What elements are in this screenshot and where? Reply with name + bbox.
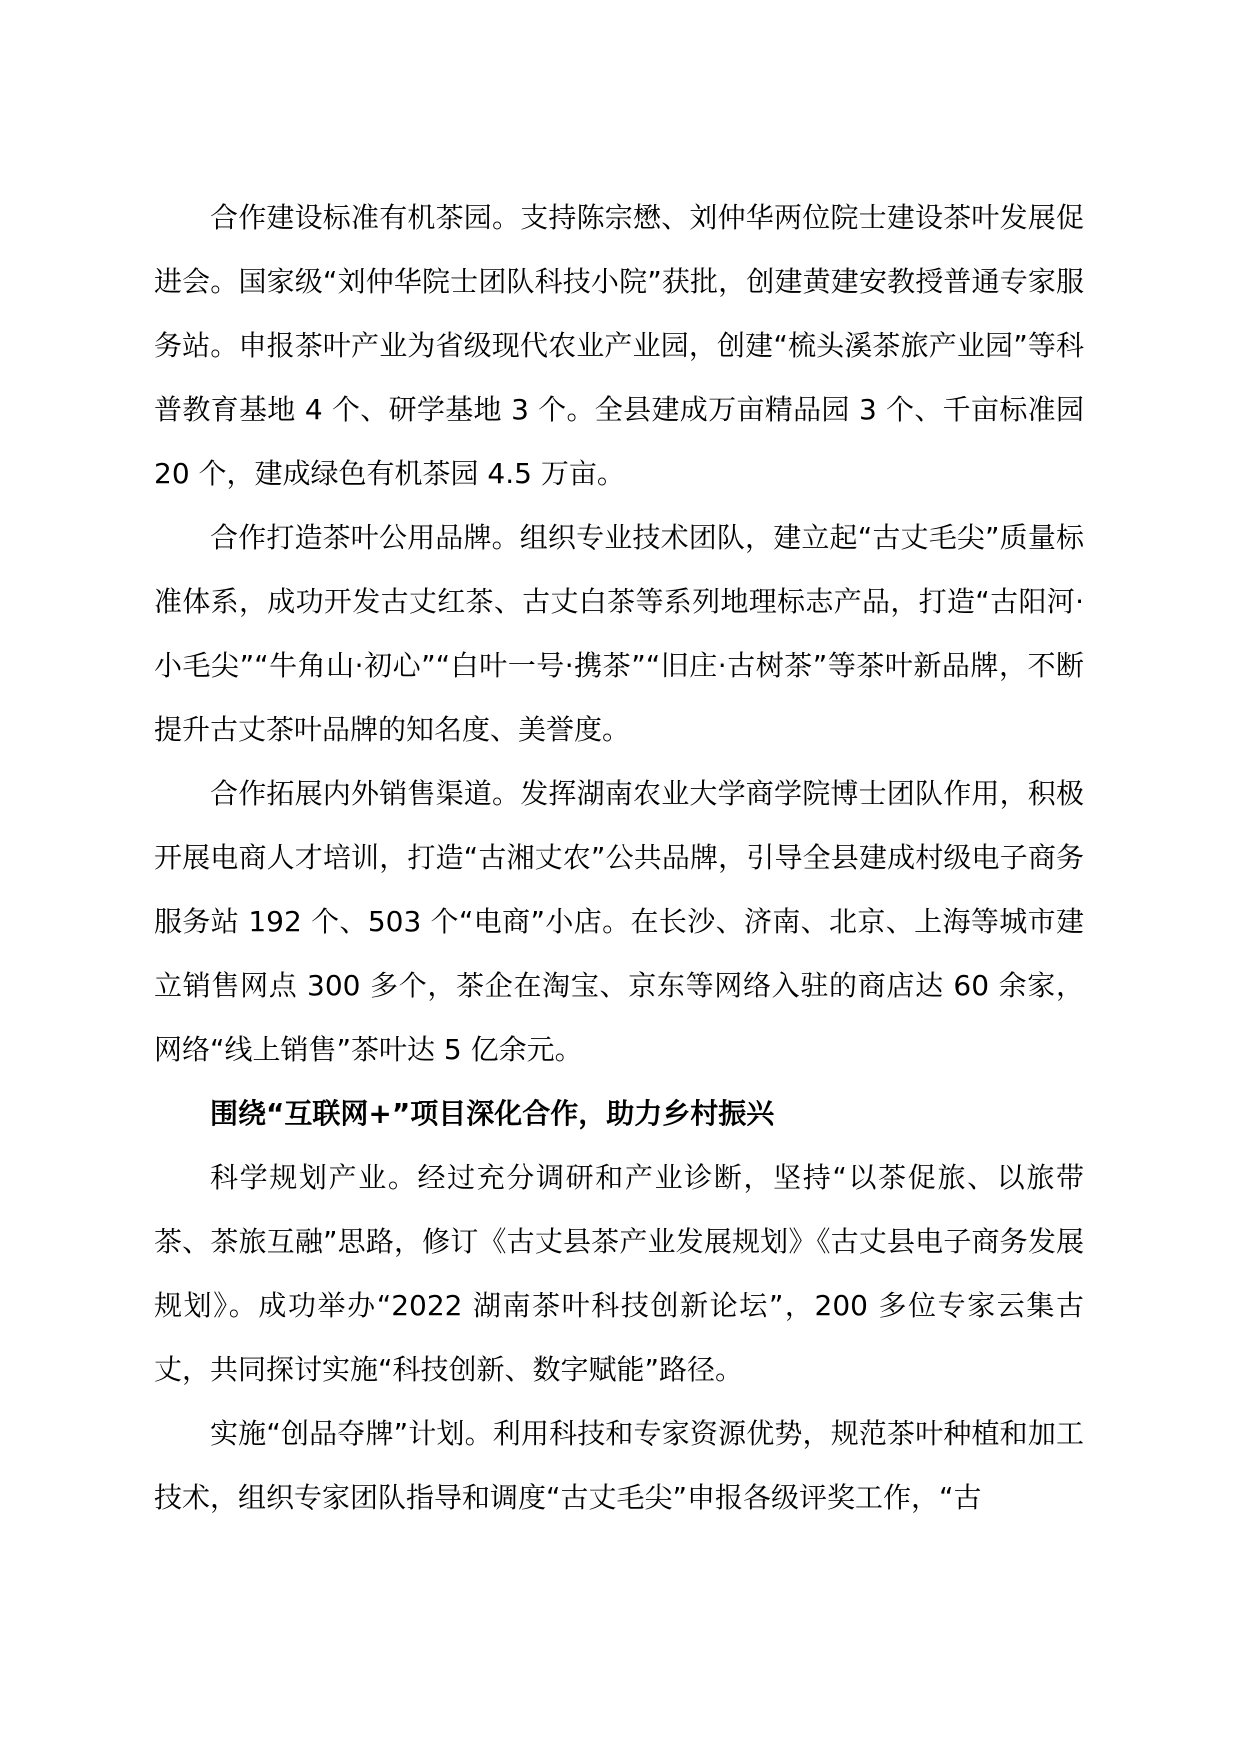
paragraph-industry-planning: 科学规划产业。经过充分调研和产业诊断，坚持“以茶促旅、以旅带茶、茶旅互融”思路，修订《古丈县茶产业发展规划》《古丈县电子商务发展规划》。成功举办“2022 湖南茶叶科技创新论坛”，200 多位专家云集古丈，共同探讨实施“科技创新、数字赋能”路径。 [154,1161,1084,1386]
document-body [154,186,1084,1530]
section-heading: 围绕“互联网+”项目深化合作，助力乡村振兴 [210,1097,775,1130]
paragraph-brand-award-plan: 实施“创品夺牌”计划。利用科技和专家资源优势，规范茶叶种植和加工技术，组织专家团队指导和调度“古丈毛尖”申报各级评奖工作，“古 [154,1417,1084,1514]
paragraph-sales-channels: 合作拓展内外销售渠道。发挥湖南农业大学商学院博士团队作用，积极开展电商人才培训，打造“古湘丈农”公共品牌，引导全县建成村级电子商务服务站 192 个、503 个“电商”小店。在长沙、济南、北京、上海等城市建立销售网点 300 多个，茶企在淘宝、京东等网络入驻的商店达 60 余家，网络“线上销售”茶叶达 5 亿余元。 [154,777,1084,1066]
paragraph-tea-brand: 合作打造茶叶公用品牌。组织专业技术团队，建立起“古丈毛尖”质量标准体系，成功开发古丈红茶、古丈白茶等系列地理标志产品，打造“古阳河·小毛尖”“牛角山·初心”“白叶一号·携茶”“旧庄·古树茶”等茶叶新品牌，不断提升古丈茶叶品牌的知名度、美誉度。 [154,521,1084,746]
paragraph-organic-tea-garden: 合作建设标准有机茶园。支持陈宗懋、刘仲华两位院士建设茶叶发展促进会。国家级“刘仲华院士团队科技小院”获批，创建黄建安教授普通专家服务站。申报茶叶产业为省级现代农业产业园，创建“梳头溪茶旅产业园”等科普教育基地 4 个、研学基地 3 个。全县建成万亩精品园 3 个、千亩标准园 20 个，建成绿色有机茶园 4.5 万亩。 [154,201,1084,490]
